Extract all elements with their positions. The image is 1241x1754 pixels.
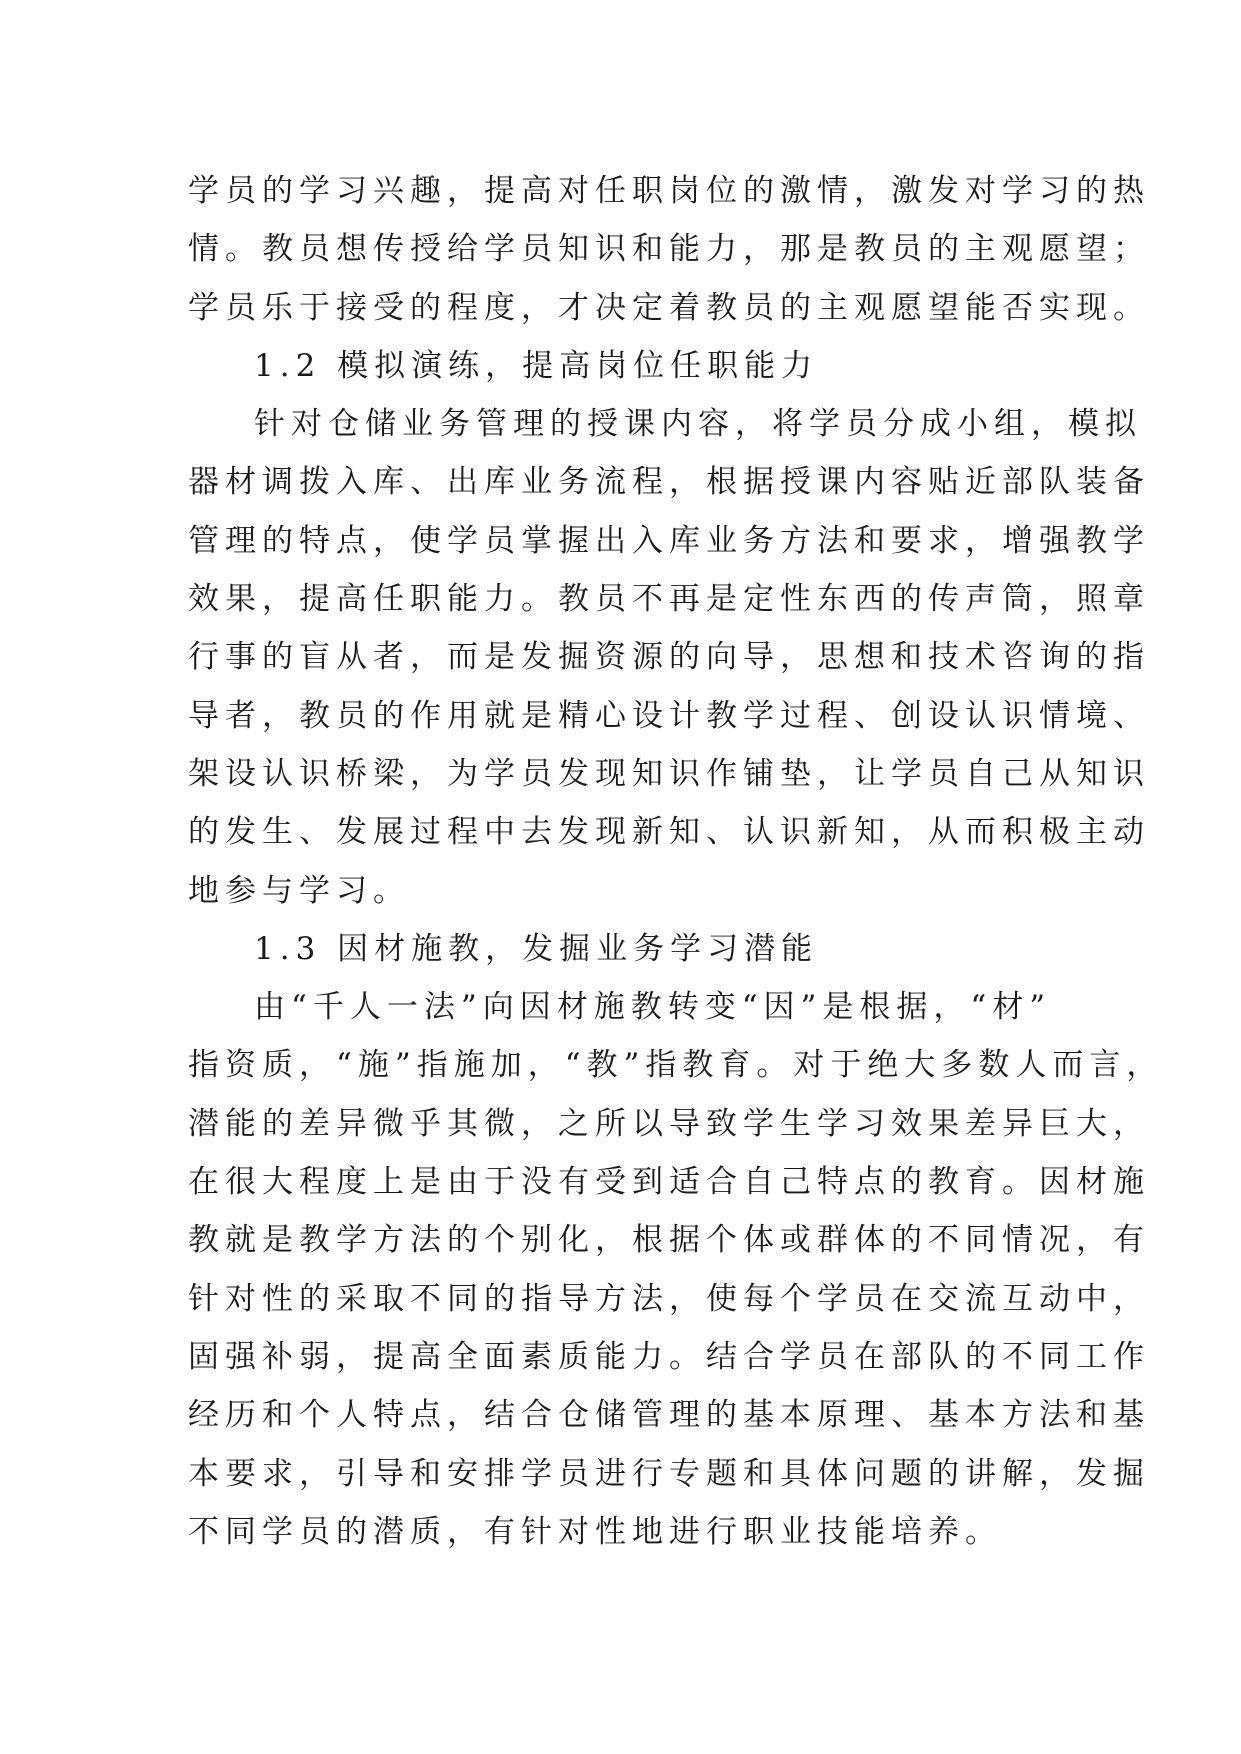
text-line: 学员乐于接受的程度，才决定着教员的主观愿望能否实现。: [188, 289, 1150, 326]
text-line: 行事的盲从者，而是发掘资源的向导，思想和技术咨询的指: [188, 639, 1150, 676]
text-line: 导者，教员的作用就是精心设计教学过程、创设认识情境、: [188, 697, 1150, 734]
section-heading-1-2: 1.2 模拟演练，提高岗位任职能力: [254, 347, 819, 384]
paragraph-first-line: 由“千人一法”向因材施教转变“因”是根据，“材”: [254, 989, 1052, 1026]
text-line: 指资质，“施”指施加，“教”指教育。对于绝大多数人而言，: [188, 1047, 1164, 1084]
text-line: 的发生、发展过程中去发现新知、认识新知，从而积极主动: [188, 814, 1150, 851]
text-line: 不同学员的潜质，有针对性地进行职业技能培养。: [188, 1513, 1002, 1550]
text-line: 学员的学习兴趣，提高对任职岗位的激情，激发对学习的热: [188, 173, 1150, 209]
text-line: 架设认识桥梁，为学员发现知识作铺垫，让学员自己从知识: [188, 755, 1150, 792]
text-line: 教就是教学方法的个别化，根据个体或群体的不同情况，有: [188, 1222, 1150, 1259]
document-body: [188, 162, 1164, 1561]
text-line: 器材调拨入库、出库业务流程，根据授课内容贴近部队装备: [188, 464, 1150, 501]
text-line: 情。教员想传授给学员知识和能力，那是教员的主观愿望；: [188, 231, 1150, 268]
text-line: 在很大程度上是由于没有受到适合自己特点的教育。因材施: [188, 1164, 1150, 1201]
text-line: 经历和个人特点，结合仓储管理的基本原理、基本方法和基: [188, 1397, 1150, 1434]
text-line: 针对性的采取不同的指导方法，使每个学员在交流互动中，: [188, 1280, 1150, 1317]
text-line: 效果，提高任职能力。教员不再是定性东西的传声筒，照章: [188, 581, 1150, 618]
text-line: 固强补弱，提高全面素质能力。结合学员在部队的不同工作: [188, 1338, 1150, 1375]
paragraph-first-line: 针对仓储业务管理的授课内容，将学员分成小组，模拟: [254, 406, 1142, 443]
text-line: 本要求，引导和安排学员进行专题和具体问题的讲解，发掘: [188, 1455, 1150, 1492]
section-heading-1-3: 1.3 因材施教，发掘业务学习潜能: [254, 930, 819, 967]
text-line: 地参与学习。: [188, 872, 410, 909]
text-line: 管理的特点，使学员掌握出入库业务方法和要求，增强教学: [188, 522, 1150, 559]
text-line: 潜能的差异微乎其微，之所以导致学生学习效果差异巨大，: [188, 1105, 1150, 1142]
